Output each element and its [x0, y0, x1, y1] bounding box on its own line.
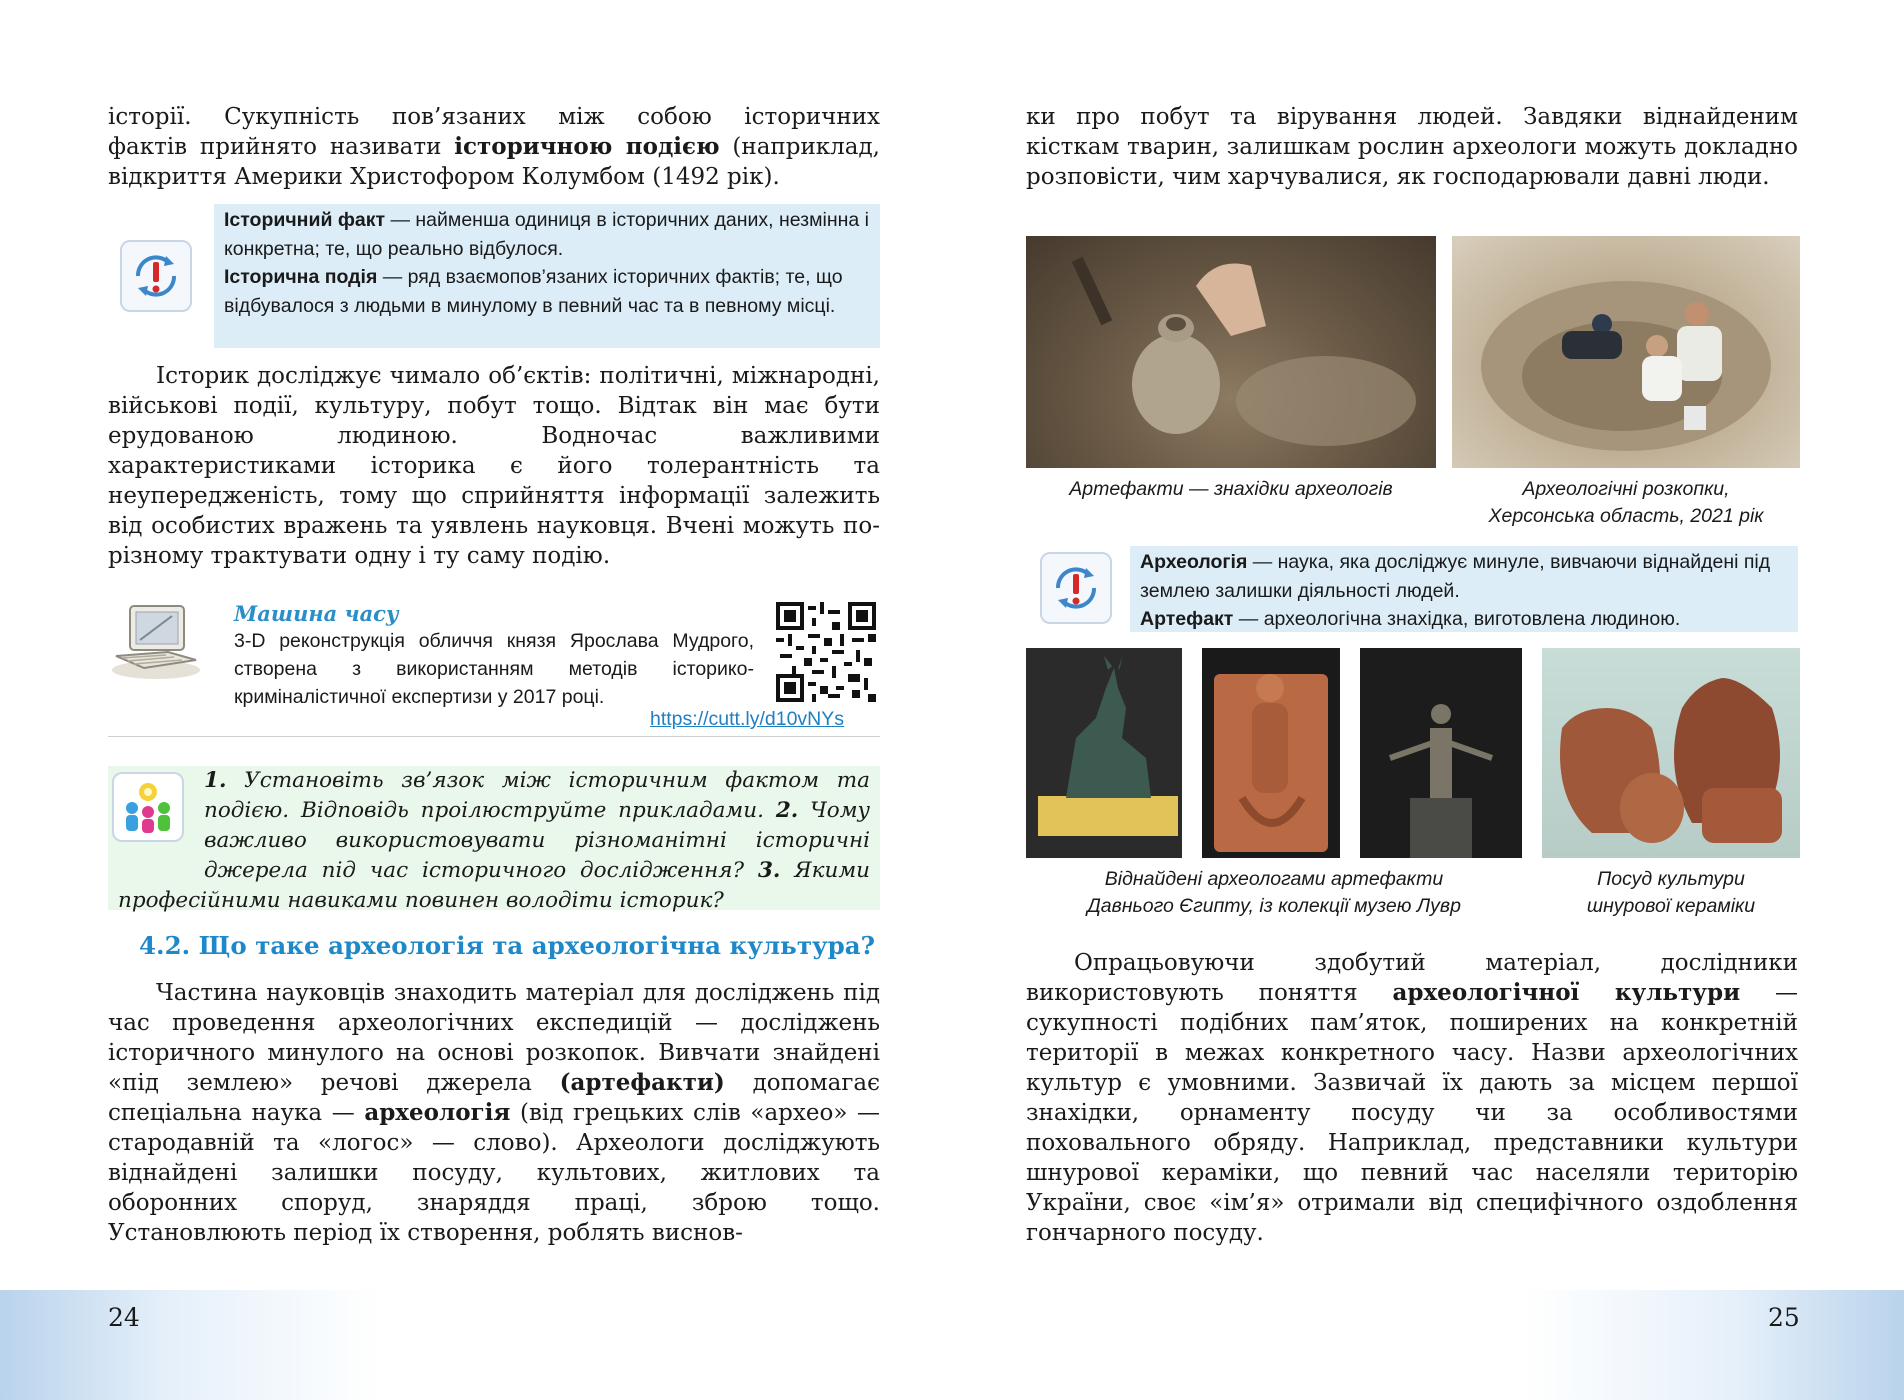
- definition-box-historical: [214, 204, 880, 348]
- task-number-3: 3.: [757, 858, 781, 883]
- term-artifacts: (артефакти): [559, 1069, 725, 1096]
- footer-gradient-right: [952, 1290, 1904, 1400]
- definition-box-archaeology: [1130, 546, 1798, 632]
- photo-corded-ware-pottery: [1542, 648, 1800, 858]
- caption-excavation: Археологічні розкопки, Херсонська область, 2021 рік: [1488, 478, 1764, 527]
- term-archaeological-culture: археологічної культури: [1392, 979, 1741, 1006]
- task-3: Якими професійними навиками повинен володіти історик?: [118, 858, 870, 913]
- term-archaeology: археологія: [364, 1099, 511, 1126]
- task-1: Установіть зв’язок між історичним фактом та подією. Відповідь проілюструйте прикладами.: [204, 768, 870, 823]
- photo-bronze-figurine: [1360, 648, 1522, 858]
- exclamation-icon: [120, 240, 192, 312]
- section-heading: 4.2. Що таке археологія та археологічна культура?: [139, 931, 876, 960]
- page-number-right: 25: [1768, 1303, 1800, 1332]
- page-number-left: 24: [108, 1303, 140, 1332]
- intro-line-1: історії. Сукупність пов’язаних між собою історичних: [108, 104, 880, 130]
- definition-artifact: Артефакт — археологічна знахідка, виготовлена людиною.: [1140, 608, 1681, 630]
- caption-artifacts: Артефакти — знахідки археологів: [1069, 478, 1393, 500]
- time-machine-title: Машина часу: [234, 601, 399, 626]
- photo-anubis-statue: [1026, 648, 1182, 858]
- intro-paragraph: [108, 102, 880, 192]
- time-machine-divider: [108, 736, 880, 737]
- caption-egypt-artifacts: Віднайдені археологами артефакти Давнього Єгипту, із колекції музею Лувр: [1087, 868, 1461, 917]
- task-2: Чому важливо використовувати різноманітні історичні джерела під час історичного дослідження?: [204, 798, 870, 883]
- paragraph-archaeological-culture: Опрацьовуючи здобутий матеріал, дослідники використовують поняття археологічної культури — сукупності подібних пам’яток, поширених на конкретній території в межах конкретного часу. Назви археологічних культур є умовними. Зазвичай їх дають за місцем першої знахідки, орнаменту посуду чи за особливостями поховального обряду. Наприклад, представники культури шнурової кераміки, що певний час населяли територію України, своє «ім’я» отримали від специфічного оздоблення гончарного посуду.: [1026, 950, 1799, 1246]
- definition-archaeology: Археологія — наука, яка досліджує минуле, вивчаючи віднайдені під землею залишки діяльності людей.: [1140, 551, 1771, 602]
- photo-excavation-site: [1452, 236, 1800, 468]
- term-historical-event: історичною подією: [454, 133, 720, 160]
- paragraph-historian: Історик досліджує чимало об’єктів: політичні, міжнародні, військові події, культуру, побут тощо. Відтак він має бути ерудованою людиною. Водночас важливими характеристиками історика є його толерантність та неупередженість, тому що сприйняття інформації залежить від особистих вражень та уявлень науковця. Вчені можуть по-різному трактувати одну і ту саму подію.: [108, 363, 880, 569]
- time-machine-link[interactable]: https://cutt.ly/d10vNYs: [650, 708, 845, 730]
- paragraph-continued: ки про побут та вірування людей. Завдяки віднайденим кісткам тварин, залишкам рослин археологи можуть докладно розповісти, чим харчувалися, як господарювали давні люди.: [1026, 104, 1798, 190]
- definition-historical-fact: Історичний факт — найменша одиниця в історичних даних, незмінна і конкретна; те, що реально відбулося.: [224, 209, 869, 260]
- photo-artifact-excavation: [1026, 236, 1436, 468]
- intro-line-3: відкриття Америки Христофором Колумбом (1492 рік).: [108, 164, 780, 190]
- intro-line-2: фактів прийнято називати історичною подією (наприклад,: [108, 133, 880, 160]
- photo-terracotta-relief: [1202, 648, 1340, 858]
- time-machine-text: 3-D реконструкція обличчя князя Ярослава Мудрого, створена з використанням методів історико-криміналістичної експертизи у 2017 році.: [234, 630, 754, 708]
- task-number-1: 1.: [204, 768, 227, 793]
- caption-pottery: Посуд культури шнурової кераміки: [1586, 868, 1756, 917]
- task-number-2: 2.: [775, 798, 799, 823]
- definition-historical-event: Історична подія — ряд взаємопов’язаних історичних фактів; те, що відбувалося з людьми в минулому в певний час та в певному місці.: [224, 266, 843, 317]
- task-text: [118, 766, 870, 916]
- paragraph-archaeology: Частина науковців знаходить матеріал для досліджень під час проведення археологічних експедицій — досліджень історичного минулого на основі розкопок. Вивчати знайдені «під землею» речові джерела (артефакти) допомагає спеціальна наука — археологія (від грецьких слів «археo» — стародавній та «логос» — слово). Археологи досліджують віднайдені залишки посуду, культових, житлових та оборонних споруд, знаряддя праці, зброю тощо. Установлюють період їх створення, роблять виснов-: [108, 980, 881, 1246]
- footer-gradient-left: [0, 1290, 952, 1400]
- qr-code: [776, 602, 876, 702]
- computer-icon: [108, 598, 204, 682]
- exclamation-icon: [1040, 552, 1112, 624]
